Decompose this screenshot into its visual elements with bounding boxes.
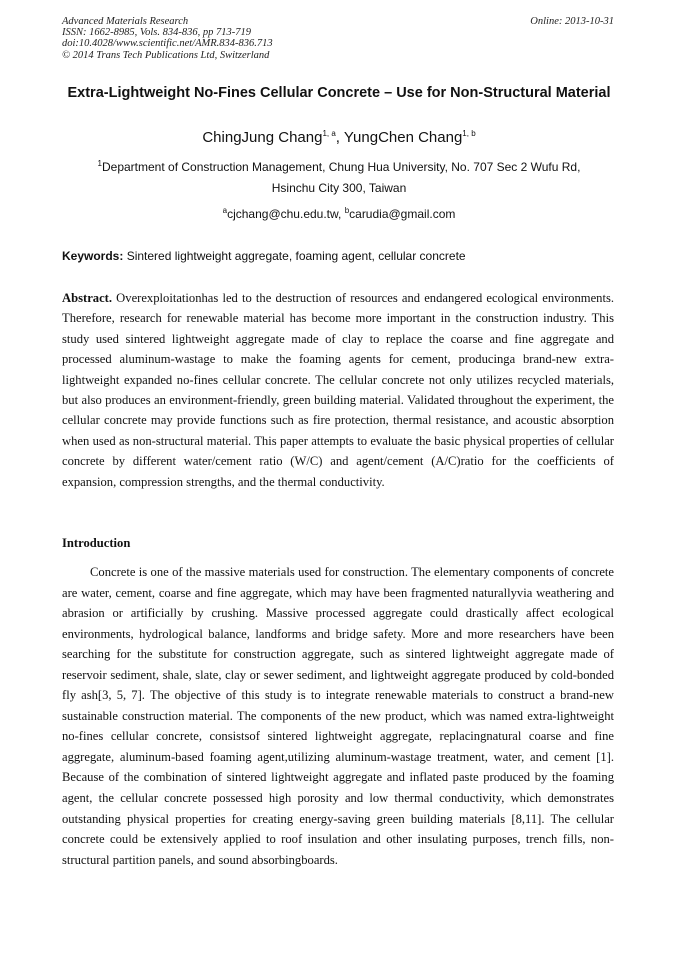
abstract-text: Overexploitationhas led to the destruction of resources and endangered ecological environments. Therefore, research for renewable material has become more important in the construction industry. This study used sintered lightweight aggregate made of clay to replace the coarse and fine aggregate and processed aluminum-wastage to make the foaming agents for cement, producinga brand-new extra-lightweight expanded no-fines cellular concrete. The cellular concrete not only utilizes recycled materials, but also produces an environment-friendly, green building material. Validated throughout the experiment, the cellular concrete may provide functions such as fire protection, thermal resistance, and acoustic absorption when used as non-structural material. This paper attempts to evaluate the basic physical properties of cellular concrete by different water/cement ratio (W/C) and agent/cement (A/C)ratio for the coefficients of expansion, compression strengths, and the thermal conductivity. <box>62 291 614 489</box>
author-list <box>62 128 616 148</box>
introduction-text: Concrete is one of the massive materials used for construction. The elementary components of concrete are water, cement, coarse and fine aggregate, which may have been fragmented naturallyvia weathering and abrasion or artificially by crushing. Massive processed aggregate could drastically affect ecological environments, hydrological balance, landforms and bridge safety. More and more researchers have been searching for the substitute for construction aggregate, such as sintered lightweight aggregate made of reservoir sediment, shale, slate, clay or sewer sediment, and lightweight aggregate produced by cold-bonded fly ash[3, 5, 7]. The objective of this study is to integrate renewable materials to construct a brand-new sustainable construction material. The components of the new product, which was named extra-lightweight no-fines cellular concrete, consistsof sintered lightweight aggregate, replacingnatural coarse and fine aggregate, aluminum-based foaming agent,utilizing aluminum-wastage treatment, water, and cement [1]. Because of the combination of sintered lightweight aggregate and inflated paste produced by the foaming agent, the cellular concrete possessed high porosity and low thermal conductivity, which demonstrates outstanding physical properties for creating energy-saving green building materials [8,11]. The cellular concrete could be extensively applied to roof insulation and other insulating purposes, trench fills, non-structural partition panels, and sound absorbingboards. <box>62 565 614 867</box>
affiliation-marker: 1 <box>97 159 102 168</box>
email-list <box>62 205 616 223</box>
introduction-heading: Introduction <box>62 536 131 550</box>
abstract-label: Abstract. <box>62 291 113 305</box>
email-marker: a <box>222 206 228 215</box>
keywords-label: Keywords: <box>62 249 124 263</box>
affiliation-line: $^1$Department of Construction Management, Chung Hua University, No. 707 Sec 2 Wufu Rd, <box>97 159 581 174</box>
author-affiliation-marker: 1, a <box>322 129 336 138</box>
journal-header <box>62 16 273 61</box>
paper-title: Extra-Lightweight No-Fines Cellular Concrete – Use for Non-Structural Material <box>67 85 611 101</box>
author-affiliation-marker: 1, b <box>462 129 476 138</box>
copyright: © 2014 Trans Tech Publications Ltd, Switzerland <box>62 49 270 61</box>
email-marker: b <box>344 206 350 215</box>
author-name: YungChen Chang <box>343 129 463 146</box>
keywords <box>62 248 616 264</box>
email-address[interactable]: carudia@gmail.com <box>349 207 456 221</box>
email-separator: , <box>338 207 345 221</box>
abstract <box>62 288 614 492</box>
keywords-text: Sintered lightweight aggregate, foaming agent, cellular concrete <box>126 249 466 263</box>
author-name: ChingJung Chang <box>202 129 323 146</box>
journal-name: Advanced Materials Research <box>62 16 189 27</box>
affiliation-line: Hsinchu City 300, Taiwan <box>271 181 407 195</box>
email-address[interactable]: cjchang@chu.edu.tw <box>227 207 339 221</box>
issn: ISSN: 1662-8985, Vols. 834-836, pp 713-719 <box>62 27 251 39</box>
online-date: Online: 2013-10-31 <box>530 16 614 27</box>
affiliation <box>62 157 616 199</box>
author-separator: , <box>335 129 344 146</box>
doi: doi:10.4028/www.scientific.net/AMR.834-836.713 <box>62 38 273 50</box>
